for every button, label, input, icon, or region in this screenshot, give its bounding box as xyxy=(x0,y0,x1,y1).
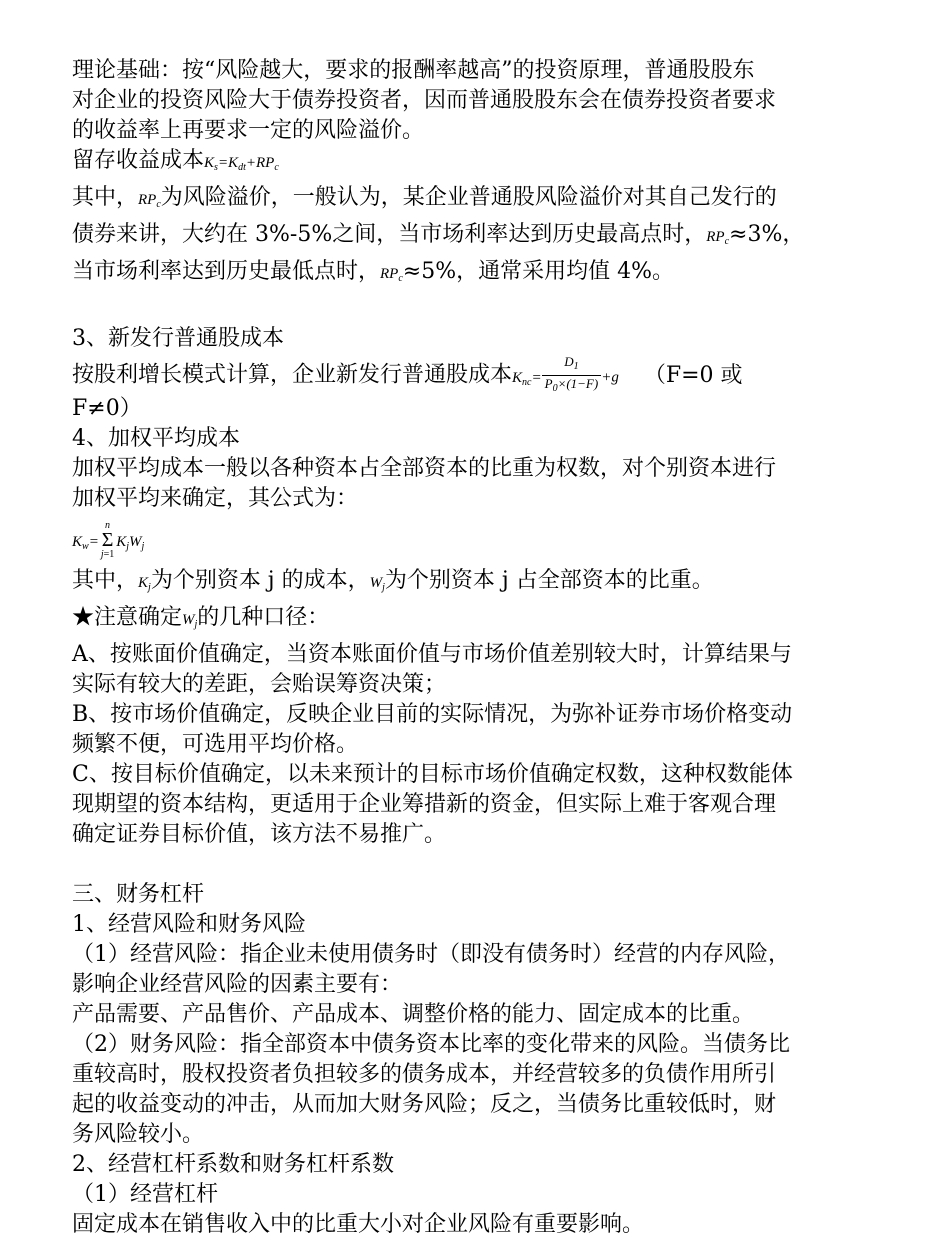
formula-fraction: $\frac{D_1}{P_0\times(1-F)}$ xyxy=(542,354,602,397)
rpc-symbol: $RP_c$ xyxy=(380,266,403,284)
new-stock-cost-line: 按股利增长模式计算，企业新发行普通股成本$K_{nc}=$ $\frac{D_1}{P_0\times(1-F)}$ +g （F=0 或 xyxy=(72,354,892,394)
kj-symbol: $K_j$ xyxy=(138,575,151,593)
paragraph-line: 固定成本在销售收入中的比重大小对企业风险有重要影响。 xyxy=(72,1212,645,1237)
paragraph-line: 务风险较小。 xyxy=(72,1122,205,1147)
paragraph-line: 其中，$K_j$为个别资本 j 的成本，$W_j$为个别资本 j 占全部资本的比重。 xyxy=(72,568,714,593)
rpc-symbol: $RP_c$ xyxy=(706,229,730,247)
paragraph-line: （2）财务风险：指全部资本中债务资本比率的变化带来的风险。当债务比 xyxy=(72,1032,790,1057)
condition-text: （F=0 或 xyxy=(643,362,743,388)
rpc-symbol: $RP_c$ xyxy=(138,192,161,210)
paragraph-line: 实际有较大的差距，会贻误筹资决策； xyxy=(72,672,447,697)
section-heading: 4、加权平均成本 xyxy=(72,426,240,451)
paragraph-line: 加权平均来确定，其公式为： xyxy=(72,486,359,511)
paragraph-line: C、按目标价值确定，以未来预计的目标市场价值确定权数，这种权数能体 xyxy=(72,762,793,787)
subsection-heading: （1）经营杠杆 xyxy=(72,1182,218,1207)
section-heading: 三、财务杠杆 xyxy=(72,882,205,907)
retained-earnings-cost-line xyxy=(72,146,892,183)
document-page xyxy=(72,56,892,1240)
subsection-heading: 1、经营风险和财务风险 xyxy=(72,912,306,937)
wj-symbol: $W_j$ xyxy=(369,575,385,593)
paragraph-line: 债券来讲，大约在 3%-5%之间，当市场利率达到历史最高点时，$RP_c\approx 3\%$， xyxy=(72,222,805,247)
retained-earnings-formula: $K_s=K_{dt}+RP_c$ xyxy=(204,155,279,173)
paragraph-line: 重较高时，股权投资者负担较多的债务成本，并经营较多的负债作用所引 xyxy=(72,1062,777,1087)
section-heading: 3、新发行普通股成本 xyxy=(72,326,284,351)
paragraph-line: 确定证券目标价值，该方法不易推广。 xyxy=(72,822,447,847)
paragraph-line: A、按账面价值确定，当资本账面价值与市场价值差别较大时，计算结果与 xyxy=(72,642,792,667)
wj-symbol: $W_j$ xyxy=(182,612,198,630)
weighted-average-formula: $K_w=n$ Σ $j=1K_jW_j$ xyxy=(72,520,145,560)
paragraph-line: 影响企业经营风险的因素主要有： xyxy=(72,972,403,997)
sum-symbol: n Σ j=1 xyxy=(100,520,115,560)
paragraph-line: 其中，$RP_c$为风险溢价，一般认为，某企业普通股风险溢价对其自己发行的 xyxy=(72,185,777,210)
paragraph-line: 起的收益变动的冲击，从而加大财务风险；反之，当债务比重较低时，财 xyxy=(72,1092,777,1117)
paragraph-line: 的收益率上再要求一定的风险溢价。 xyxy=(72,118,425,143)
paragraph-line: F≠0） xyxy=(72,396,142,421)
retained-earnings-label: 留存收益成本 xyxy=(72,148,205,173)
paragraph-line: 对企业的投资风险大于债券投资者，因而普通股股东会在债券投资者要求 xyxy=(72,88,777,113)
paragraph-line: 产品需要、产品售价、产品成本、调整价格的能力、固定成本的比重。 xyxy=(72,1002,755,1027)
paragraph-line: 当市场利率达到历史最低点时，$RP_c\approx 5\%$，通常采用均值 4%。 xyxy=(72,259,675,284)
paragraph-line: 频繁不便，可选用平均价格。 xyxy=(72,732,359,757)
new-stock-formula: $K_{nc}=$ xyxy=(512,369,542,388)
paragraph-line: 理论基础：按“风险越大，要求的报酬率越高”的投资原理，普通股股东 xyxy=(72,58,755,83)
subsection-heading: 2、经营杠杆系数和财务杠杆系数 xyxy=(72,1152,394,1177)
paragraph-line: B、按市场价值确定，反映企业目前的实际情况，为弥补证券市场价格变动 xyxy=(72,702,793,727)
paragraph-line: 加权平均成本一般以各种资本占全部资本的比重为权数，对个别资本进行 xyxy=(72,456,777,481)
paragraph-line: 现期望的资本结构，更适用于企业筹措新的资金，但实际上难于客观合理 xyxy=(72,792,777,817)
paragraph-line: （1）经营风险：指企业未使用债务时（即没有债务时）经营的内存风险， xyxy=(72,942,790,967)
paragraph-line: ★注意确定$W_j$的几种口径： xyxy=(72,605,330,630)
